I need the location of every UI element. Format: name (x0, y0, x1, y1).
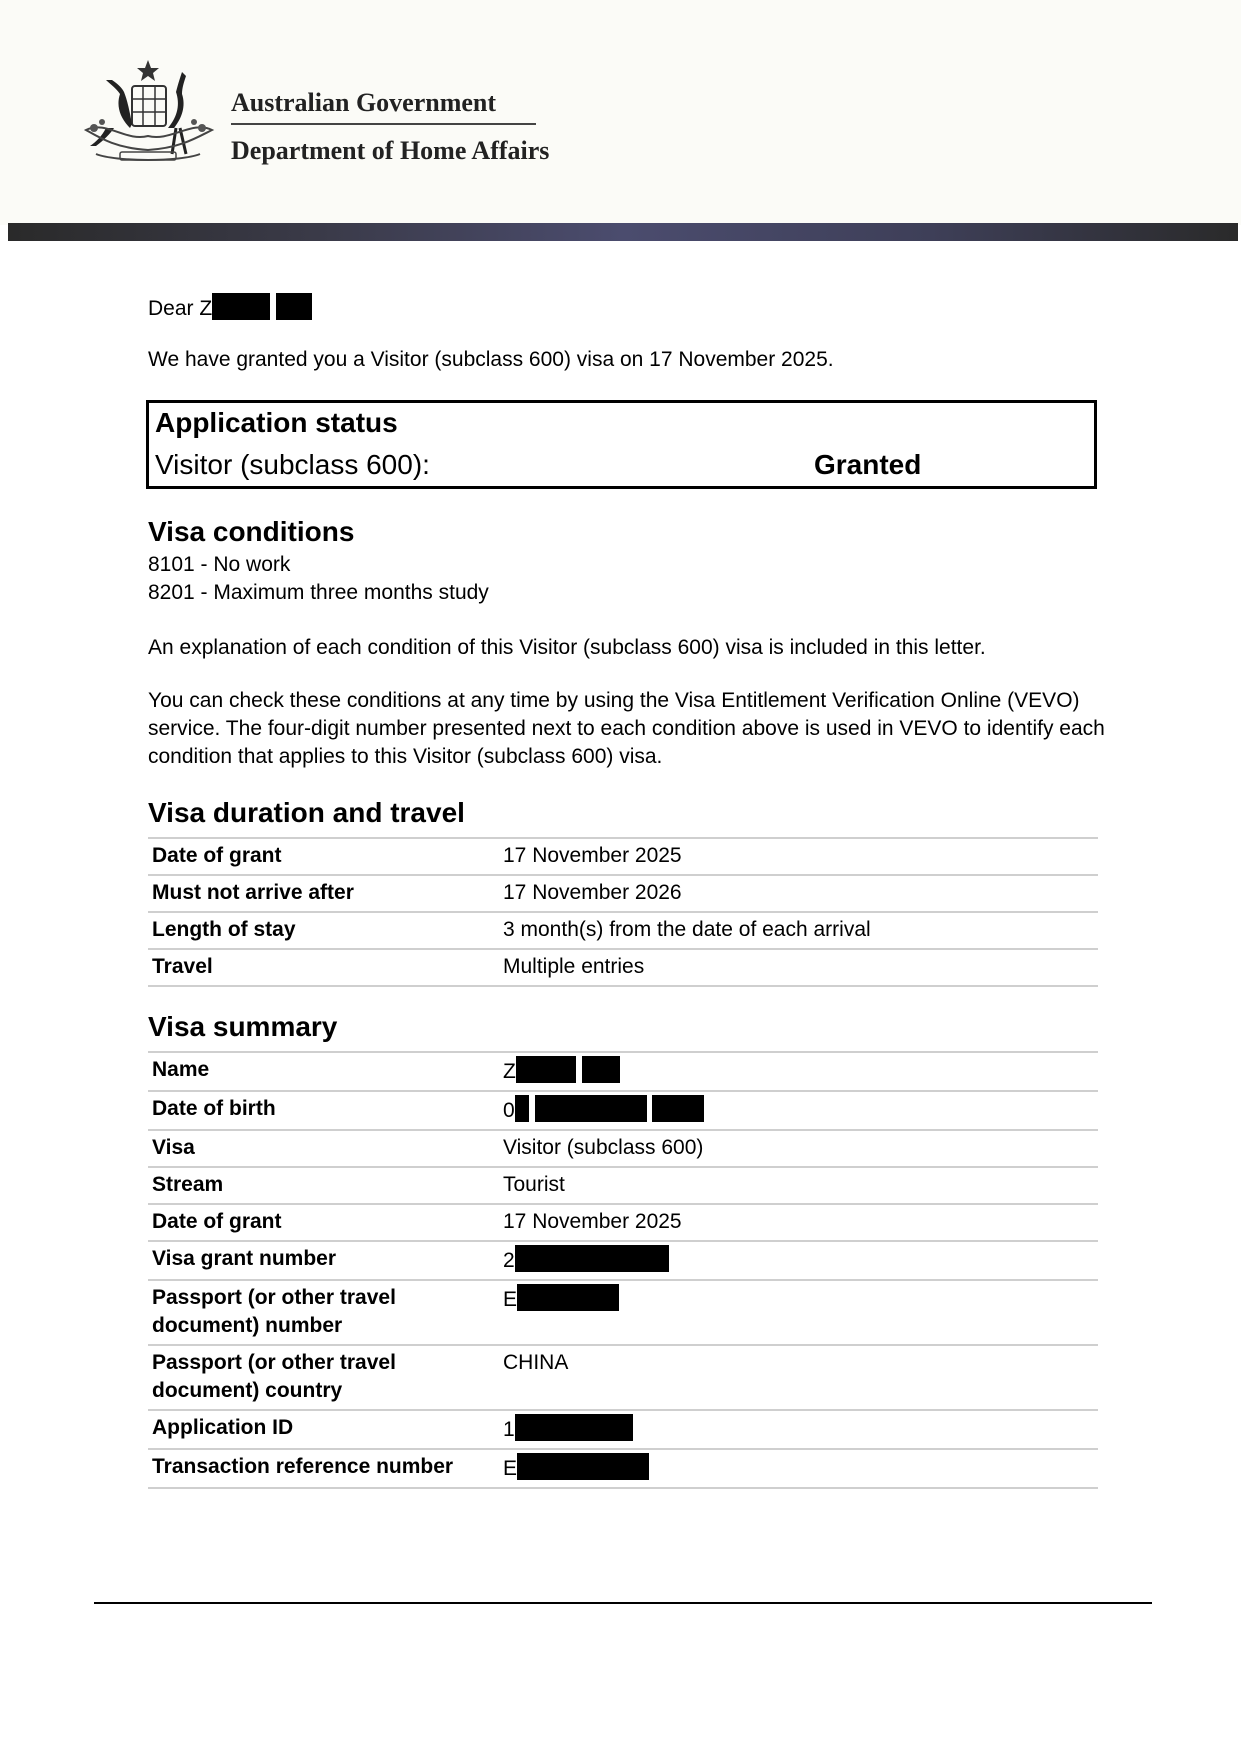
row-value (499, 1241, 1098, 1280)
row-label: Transaction reference number (148, 1449, 499, 1488)
salutation (148, 293, 312, 323)
grant-sentence: We have granted you a Visitor (subclass 600) visa on 17 November 2025. (148, 348, 834, 371)
value-text: 2 (503, 1249, 515, 1272)
row-value: Multiple entries (499, 949, 1098, 986)
application-status-title: Application status (155, 407, 398, 438)
department-name: Department of Home Affairs (231, 136, 550, 165)
redaction-block (652, 1095, 704, 1122)
table-row (148, 1204, 1098, 1241)
letterhead-divider (231, 123, 536, 125)
row-value: 17 November 2025 (499, 838, 1098, 875)
redaction-block (535, 1095, 647, 1122)
row-value: 3 month(s) from the date of each arrival (499, 912, 1098, 949)
row-label: Length of stay (148, 912, 499, 949)
row-value: Tourist (499, 1167, 1098, 1204)
table-row (148, 1410, 1098, 1449)
table-row (148, 1449, 1098, 1488)
value-text: E (503, 1288, 518, 1311)
redaction-block (212, 293, 270, 320)
redaction-block (516, 1056, 576, 1083)
row-label: Passport (or other travel document) number (148, 1280, 499, 1345)
commonwealth-coat-of-arms-icon (76, 58, 221, 168)
application-status-label: Visitor (subclass 600): (155, 449, 430, 480)
table-row (148, 1345, 1098, 1410)
visa-conditions-heading: Visa conditions (148, 516, 355, 547)
conditions-explanation: An explanation of each condition of this Visitor (subclass 600) visa is included in this letter. (148, 636, 986, 659)
government-name: Australian Government (231, 88, 497, 117)
footer-divider (94, 1602, 1152, 1604)
row-label: Passport (or other travel document) country (148, 1345, 499, 1410)
table-row (148, 949, 1098, 986)
row-label: Application ID (148, 1410, 499, 1449)
row-label: Stream (148, 1167, 499, 1204)
salutation-text: Dear Z (148, 297, 213, 320)
table-row (148, 875, 1098, 912)
row-label: Date of birth (148, 1091, 499, 1130)
visa-duration-heading: Visa duration and travel (148, 797, 465, 828)
visa-duration-table (148, 837, 1098, 987)
application-status-value: Granted (814, 449, 922, 480)
table-row (148, 1130, 1098, 1167)
row-label: Must not arrive after (148, 875, 499, 912)
header-band (8, 223, 1238, 241)
letterhead (0, 0, 1241, 225)
application-status-box (146, 400, 1097, 489)
value-text: Z (503, 1060, 516, 1083)
table-row (148, 1091, 1098, 1130)
redaction-block (582, 1056, 620, 1083)
table-row (148, 1052, 1098, 1091)
redaction-block (276, 293, 312, 320)
table-row (148, 838, 1098, 875)
condition-item: 8201 - Maximum three months study (148, 581, 489, 604)
condition-item: 8101 - No work (148, 553, 291, 576)
table-row (148, 1167, 1098, 1204)
row-value (499, 1052, 1098, 1091)
table-row (148, 1241, 1098, 1280)
table-row (148, 1280, 1098, 1345)
row-value: CHINA (499, 1345, 1098, 1410)
row-label: Date of grant (148, 1204, 499, 1241)
row-label: Date of grant (148, 838, 499, 875)
row-label: Visa (148, 1130, 499, 1167)
redaction-block (515, 1414, 633, 1441)
row-value (499, 1449, 1098, 1488)
row-value: 17 November 2025 (499, 1204, 1098, 1241)
vevo-paragraph: You can check these conditions at any time by using the Visa Entitlement Verification Online (VEVO) service. The four-digit number presented next to each condition above is used in VEVO to identify each condition that applies to this Visitor (subclass 600) visa. (148, 689, 1105, 768)
row-label: Visa grant number (148, 1241, 499, 1280)
table-row (148, 912, 1098, 949)
row-value: Visitor (subclass 600) (499, 1130, 1098, 1167)
value-text: 1 (503, 1418, 515, 1441)
row-value: 17 November 2026 (499, 875, 1098, 912)
row-label: Name (148, 1052, 499, 1091)
redaction-block (515, 1095, 529, 1122)
visa-summary-table (148, 1051, 1098, 1489)
row-value (499, 1280, 1098, 1345)
row-value (499, 1410, 1098, 1449)
row-label: Travel (148, 949, 499, 986)
row-value (499, 1091, 1098, 1130)
value-text: E (503, 1457, 518, 1480)
value-text: 0 (503, 1099, 515, 1122)
visa-summary-heading: Visa summary (148, 1011, 338, 1042)
redaction-block (517, 1284, 619, 1311)
redaction-block (515, 1245, 669, 1272)
redaction-block (517, 1453, 649, 1480)
